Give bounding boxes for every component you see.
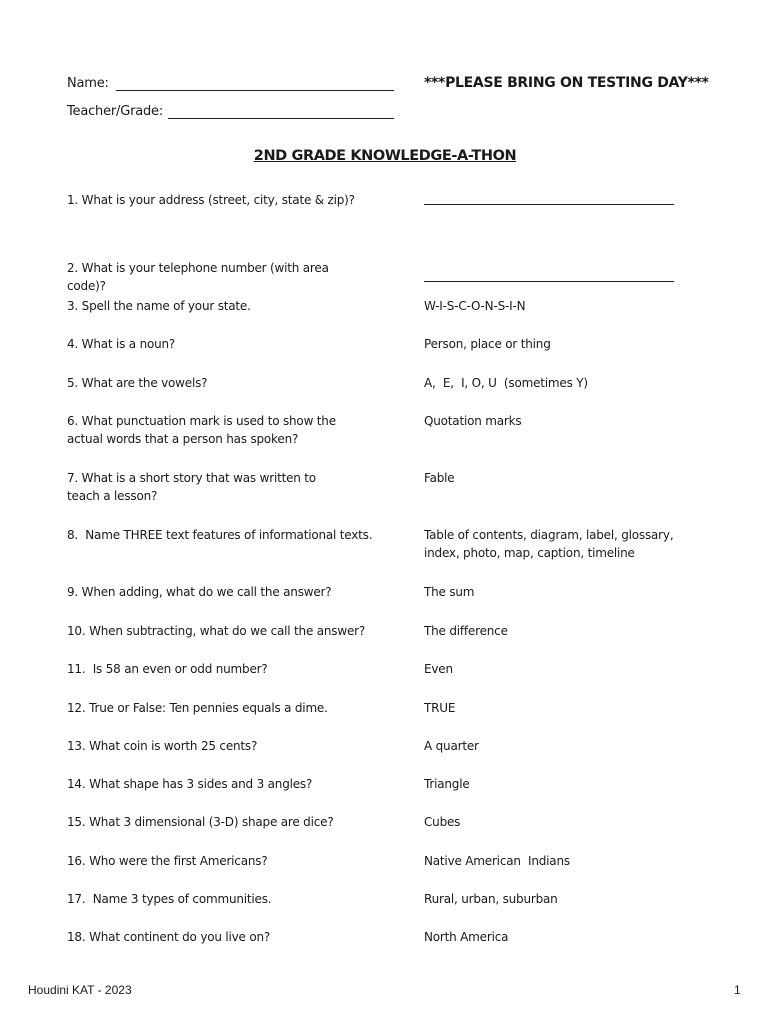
answer-9: The sum [424,585,475,599]
answer-13: A quarter [424,739,479,753]
question-7: 7. What is a short story that was written to teach a lesson? [67,471,316,503]
answer-12: TRUE [424,701,456,715]
answer-3: W-I-S-C-O-N-S-I-N [424,299,526,313]
name-blank[interactable] [116,78,394,91]
question-2: 2. What is your telephone number (with area code)? [67,261,329,293]
answer-5: A, E, I, O, U (sometimes Y) [424,376,588,390]
answer-2-blank[interactable] [424,281,674,282]
question-10: 10. When subtracting, what do we call the answer? [67,624,366,638]
answer-11: Even [424,662,453,676]
question-1: 1. What is your address (street, city, state & zip)? [67,193,355,207]
answer-14: Triangle [424,777,470,791]
teacher-grade-blank[interactable] [168,106,394,119]
answer-6: Quotation marks [424,414,522,428]
question-13: 13. What coin is worth 25 cents? [67,739,258,753]
name-label: Name: [67,76,109,91]
teacher-grade-label: Teacher/Grade: [67,104,164,119]
answer-10: The difference [424,624,508,638]
question-9: 9. When adding, what do we call the answer? [67,585,332,599]
answer-18: North America [424,930,509,944]
answer-7: Fable [424,471,455,485]
answer-8: Table of contents, diagram, label, glossary, index, photo, map, caption, timeline [424,528,674,560]
question-4: 4. What is a noun? [67,337,176,351]
name-line [67,76,394,91]
footer-title: Houdini KAT - 2023 [28,983,132,997]
question-11: 11. Is 58 an even or odd number? [67,662,268,676]
question-14: 14. What shape has 3 sides and 3 angles? [67,777,313,791]
question-6: 6. What punctuation mark is used to show the actual words that a person has spoken? [67,414,336,446]
question-16: 16. Who were the first Americans? [67,854,268,868]
answer-15: Cubes [424,815,461,829]
testing-day-notice: ***PLEASE BRING ON TESTING DAY*** [424,75,709,91]
question-12: 12. True or False: Ten pennies equals a dime. [67,701,328,715]
answer-17: Rural, urban, suburban [424,892,558,906]
answer-1-blank[interactable] [424,204,674,205]
answer-4: Person, place or thing [424,337,551,351]
question-15: 15. What 3 dimensional (3-D) shape are dice? [67,815,334,829]
page-title: 2ND GRADE KNOWLEDGE-A-THON [253,148,517,164]
question-8: 8. Name THREE text features of informational texts. [67,528,373,542]
teacher-grade-line [67,104,394,119]
question-3: 3. Spell the name of your state. [67,299,251,313]
page-number: 1 [734,983,741,997]
question-18: 18. What continent do you live on? [67,930,271,944]
question-17: 17. Name 3 types of communities. [67,892,272,906]
answer-16: Native American Indians [424,854,570,868]
question-5: 5. What are the vowels? [67,376,208,390]
